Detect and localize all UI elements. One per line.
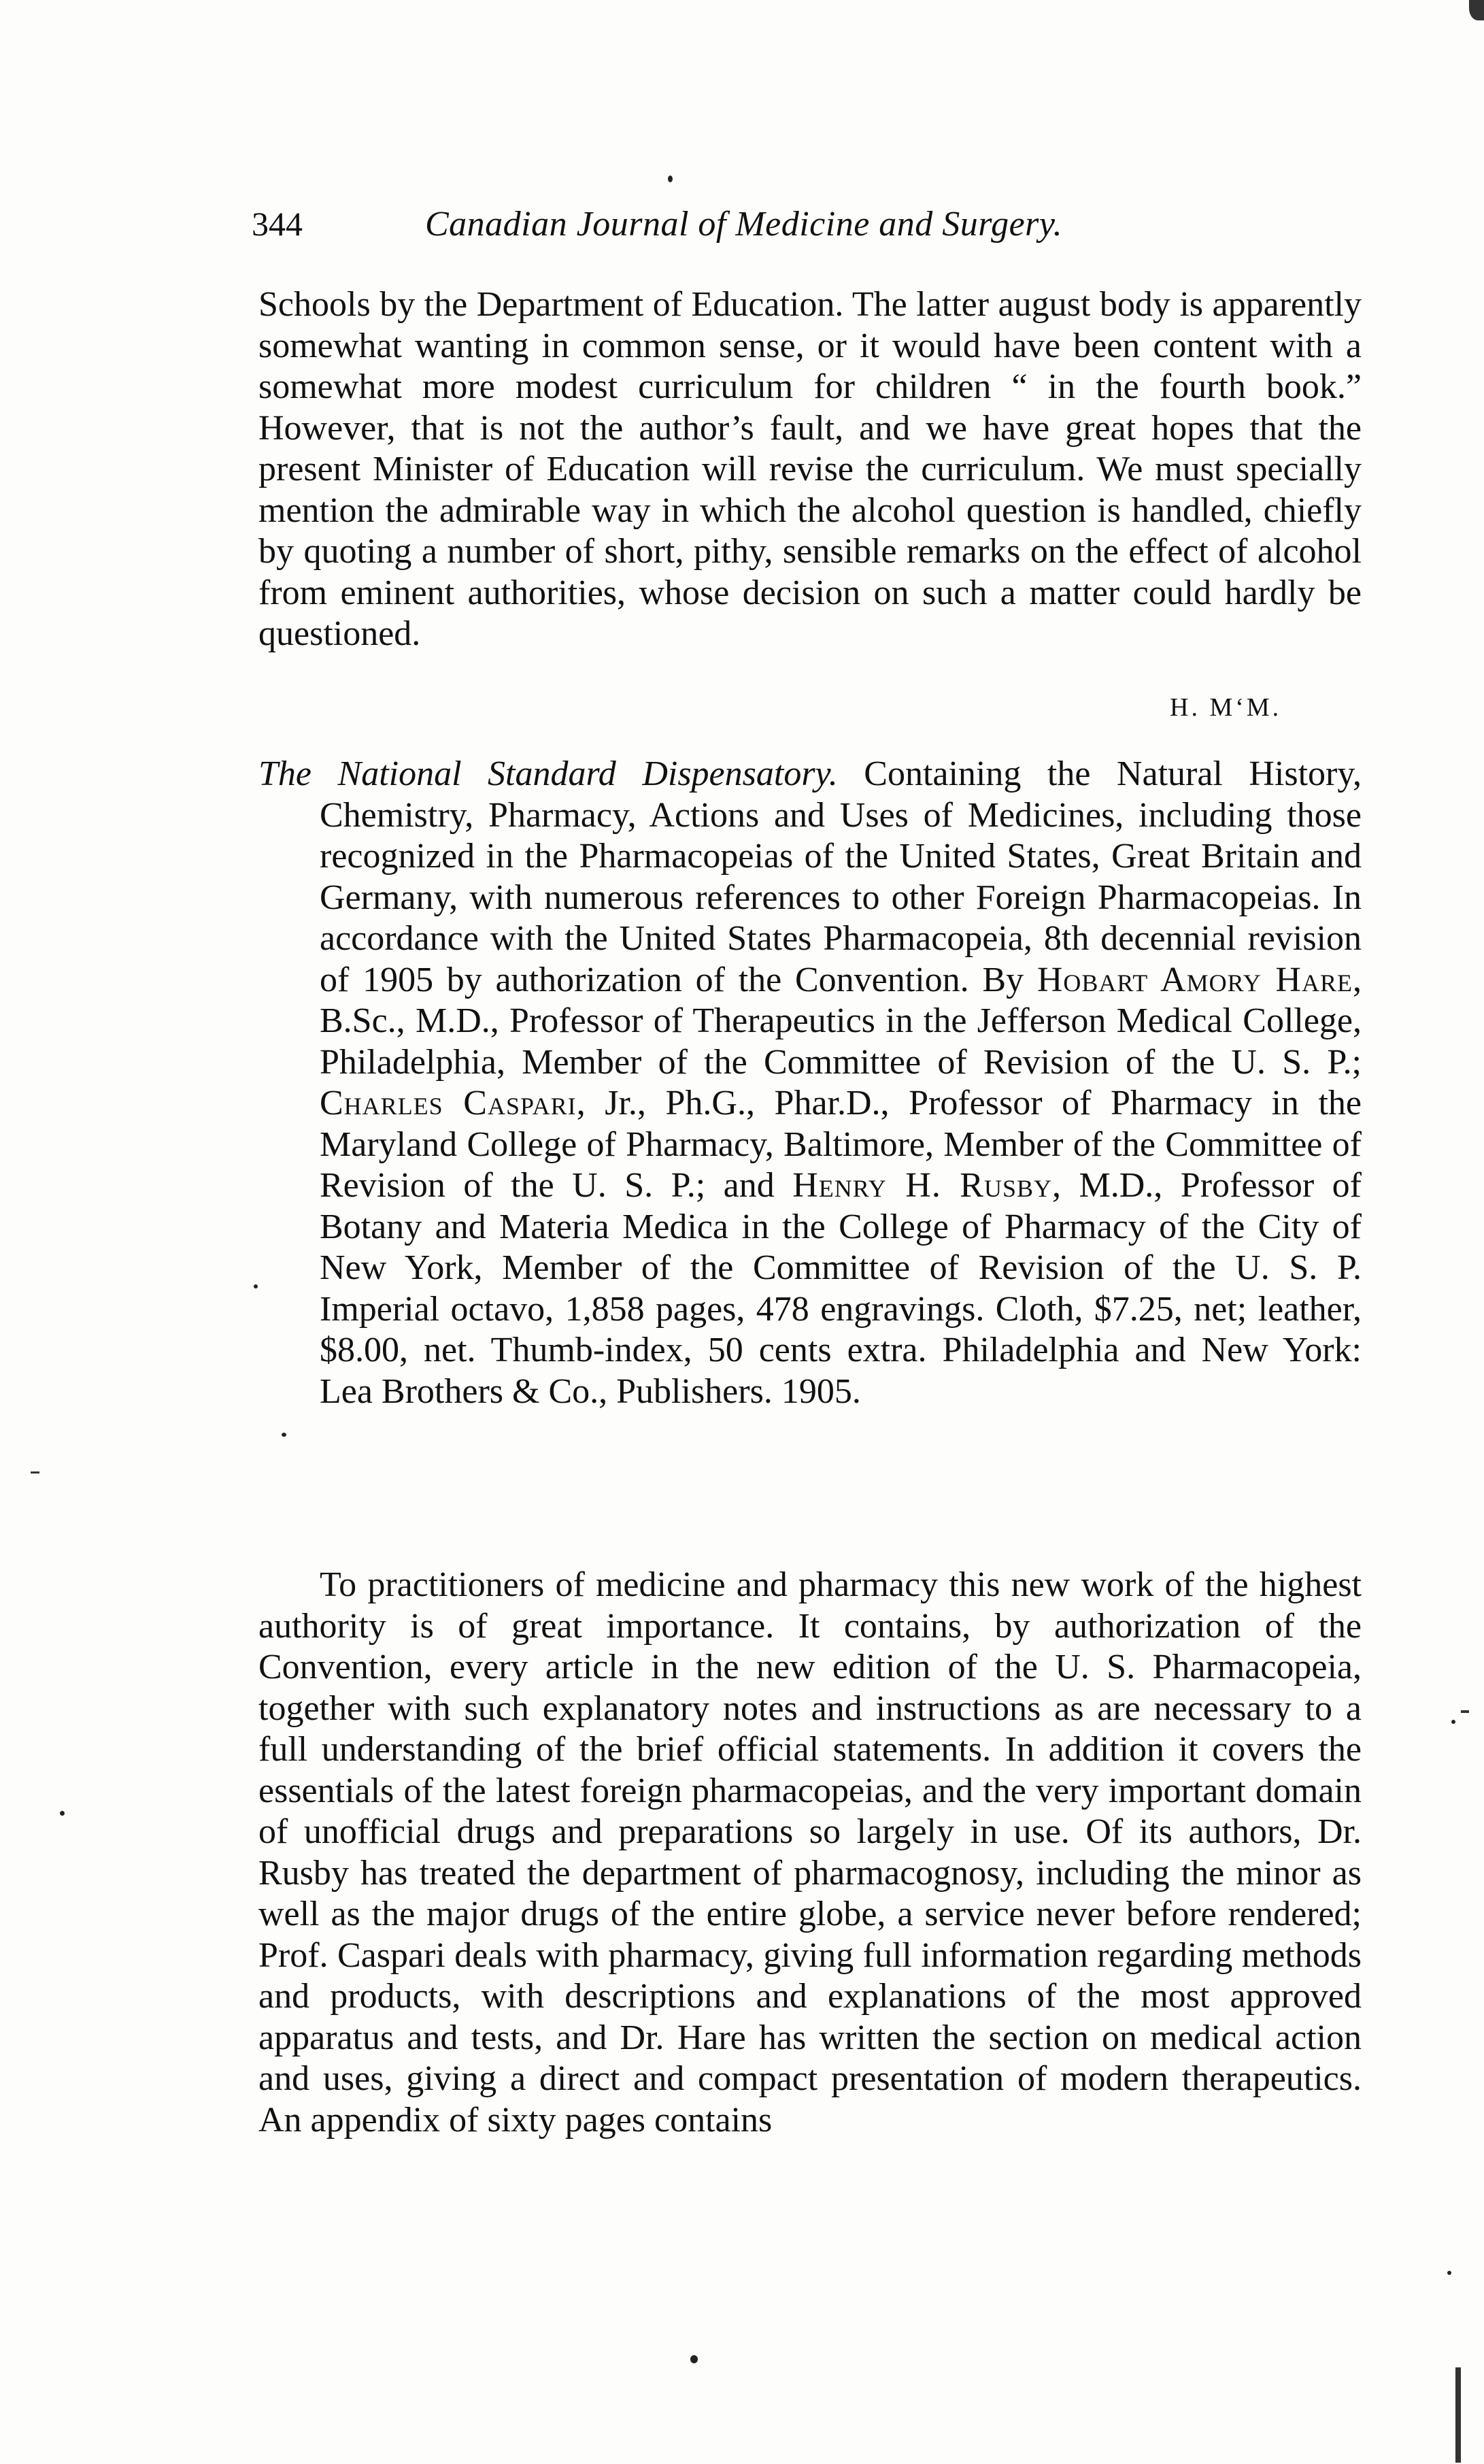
review-body: [258, 1565, 1362, 2141]
scan-speck: [1461, 1710, 1469, 1713]
publication-details: , M.D., Professor of Botany and Materia Medica in the College of Pharmacy of the City of New York, Member of the Committee of Revision of the U. S. P. Imperial octavo, 1,858 pages, 478 engravings. Cloth, $7.25, net; leather, $8.00, net. Thumb-index, 50 cents extra. Philadelphia and New York: Lea Brothers & Co., Publishers. 1905.: [320, 1166, 1362, 1411]
book-entry: [258, 754, 1362, 1412]
scan-speck: [60, 1811, 65, 1816]
running-title: Canadian Journal of Medicine and Surgery.: [425, 205, 1063, 244]
scan-speck: [1451, 1720, 1455, 1724]
review-paragraph: Schools by the Department of Education. The latter august body is apparently somewhat wanting in common sense, or it would have been content with a somewhat more modest curriculum for children “ in the fourth book.” However, that is not the author’s fault, and we have great hopes that the present Minister of Education will revise the curriculum. We must specially mention the admirable way in which the alcohol question is handled, chiefly by quoting a number of short, pithy, sensible remarks on the effect of alcohol from eminent authorities, whose decision on such a matter could hardly be questioned.: [258, 285, 1362, 653]
author-name: Henry H. Rusby: [792, 1166, 1053, 1205]
scan-speck: [1447, 2271, 1451, 2275]
reviewer-signature: H. MʻM.: [1170, 693, 1282, 722]
page-edge-mark: [1455, 2367, 1461, 2463]
review-continuation: [258, 284, 1362, 655]
scan-speck: [254, 1284, 258, 1288]
author-credentials: , Jr., Ph.G., Phar.D., Professor of Pharmacy in the Maryland College of Pharmacy, Baltimore, Member of the Committee of Revision of the U. S. P.; and: [320, 1084, 1362, 1205]
scan-speck: [668, 176, 673, 182]
page-edge-mark: [1469, 0, 1484, 20]
scan-speck: [690, 2355, 698, 2363]
author-name: Hobart Amory Hare: [1036, 960, 1353, 999]
book-title: The National Standard Dispensatory.: [258, 754, 838, 793]
page-number: 344: [252, 205, 303, 243]
book-description: Containing the Natural History, Chemistry, Pharmacy, Actions and Uses of Medicines, including those recognized in the Pharmacopeias of the United States, Great Britain and Germany, with numerous references to other Foreign Pharmacopeias. In accordance with the United States Pharmacopeia, 8th decennial revision of 1905 by authorization of the Convention. By: [320, 754, 1362, 999]
author-name: Charles Caspari: [320, 1084, 577, 1122]
review-paragraph: To practitioners of medicine and pharmacy this new work of the highest authority is of great importance. It contains, by authorization of the Convention, every article in the new edition of the U. S. Pharmacopeia, together with such explanatory notes and instructions as are necessary to a full understanding of the brief official statements. In addition it covers the essentials of the latest foreign pharmacopeias, and the very important domain of unofficial drugs and preparations so largely in use. Of its authors, Dr. Rusby has treated the department of pharmacognosy, including the minor as well as the major drugs of the entire globe, a service never before rendered; Prof. Caspari deals with pharmacy, giving full information regarding methods and products, with descriptions and explanations of the most approved apparatus and tests, and Dr. Hare has written the section on medical action and uses, giving a direct and compact presentation of modern therapeutics. An appendix of sixty pages contains: [258, 1565, 1362, 2140]
page-header: [252, 204, 1204, 252]
scan-speck: [31, 1471, 39, 1474]
author-credentials: , B.Sc., M.D., Professor of Therapeutics in the Jefferson Medical College, Philadelphia, Member of the Committee of Revision of the U. S. P.;: [320, 960, 1362, 1082]
scan-speck: [282, 1433, 286, 1437]
